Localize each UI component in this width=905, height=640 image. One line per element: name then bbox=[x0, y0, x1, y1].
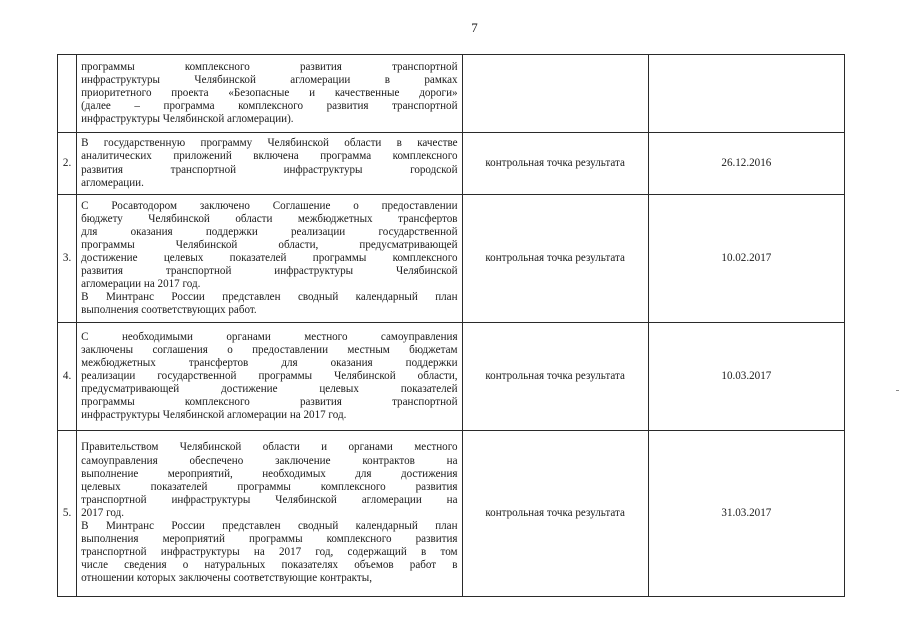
description-line: достижение целевых показателей программы комплексного bbox=[81, 251, 458, 264]
point-type bbox=[462, 55, 648, 133]
table-row bbox=[58, 55, 845, 133]
point-type: контрольная точка результата bbox=[462, 195, 648, 323]
control-points-table bbox=[57, 54, 845, 597]
row-number bbox=[58, 55, 77, 133]
description-line: С необходимыми органами местного самоуправления bbox=[81, 330, 458, 343]
description-line: программы комплексного развития транспортной bbox=[81, 60, 458, 73]
table-row bbox=[58, 133, 845, 195]
description-line: инфраструктуры Челябинской агломерации в рамках bbox=[81, 73, 458, 86]
description-line: агломерации на 2017 год. bbox=[81, 278, 201, 291]
description-line: отношении которых заключены соответствующие контракты, bbox=[81, 572, 372, 585]
description-line: выполнения соответствующих работ. bbox=[81, 304, 257, 317]
description-line: агломерации. bbox=[81, 176, 144, 189]
row-number: 2. bbox=[58, 133, 77, 195]
due-date: 31.03.2017 bbox=[648, 431, 844, 597]
description-line: программы комплексного развития транспортной bbox=[81, 396, 458, 409]
table-row bbox=[58, 195, 845, 323]
table-body bbox=[58, 55, 845, 597]
description-line: выполнения мероприятий программы комплексного развития bbox=[81, 533, 458, 546]
due-date bbox=[648, 55, 844, 133]
row-number: 3. bbox=[58, 195, 77, 323]
description-line: С Росавтодором заключено Соглашение о предоставлении bbox=[81, 199, 458, 212]
description-line: бюджету Челябинской области межбюджетных трансфертов bbox=[81, 212, 458, 225]
description-line: предусматривающей достижение целевых показателей bbox=[81, 383, 458, 396]
description-line: развития транспортной инфраструктуры Челябинской bbox=[81, 265, 458, 278]
description-line: инфраструктуры Челябинской агломерации). bbox=[81, 113, 294, 126]
description-line: реализации государственной программы Челябинской области, bbox=[81, 369, 458, 382]
page-number: 7 bbox=[471, 20, 478, 35]
description-line: транспортной инфраструктуры Челябинской агломерации на bbox=[81, 493, 458, 506]
description-line: В Минтранс России представлен сводный календарный план bbox=[81, 520, 458, 533]
description-line: аналитических приложений включена программа комплексного bbox=[81, 150, 458, 163]
event-description bbox=[77, 431, 462, 597]
description-line: развития транспортной инфраструктуры городской bbox=[81, 163, 458, 176]
description-line: целевых показателей программы комплексного развития bbox=[81, 480, 458, 493]
description-line: самоуправления обеспечено заключение контрактов на bbox=[81, 454, 458, 467]
due-date: 10.02.2017 bbox=[648, 195, 844, 323]
event-description bbox=[77, 323, 462, 431]
description-line: транспортной инфраструктуры на 2017 год, содержащий в том bbox=[81, 546, 458, 559]
description-line: числе сведения о натуральных показателях объемов работ в bbox=[81, 559, 458, 572]
description-line: заключены соглашения о предоставлении местным бюджетам bbox=[81, 343, 458, 356]
description-line: инфраструктуры Челябинской агломерации на 2017 год. bbox=[81, 409, 347, 422]
row-number: 4. bbox=[58, 323, 77, 431]
table-row bbox=[58, 323, 845, 431]
event-description bbox=[77, 133, 462, 195]
event-description bbox=[77, 195, 462, 323]
scan-artifact-mark bbox=[896, 390, 899, 391]
description-line: Правительством Челябинской области и органами местного bbox=[81, 441, 458, 454]
description-line: приоритетного проекта «Безопасные и качественные дороги» bbox=[81, 86, 458, 99]
point-type: контрольная точка результата bbox=[462, 323, 648, 431]
description-line: 2017 год. bbox=[81, 506, 124, 519]
description-line: для оказания поддержки реализации государственной bbox=[81, 225, 458, 238]
description-line: В Минтранс России представлен сводный календарный план bbox=[81, 291, 458, 304]
description-line: В государственную программу Челябинской области в качестве bbox=[81, 137, 458, 150]
due-date: 10.03.2017 bbox=[648, 323, 844, 431]
due-date: 26.12.2016 bbox=[648, 133, 844, 195]
event-description bbox=[77, 55, 462, 133]
description-line: программы Челябинской области, предусматривающей bbox=[81, 238, 458, 251]
description-line: выполнение мероприятий, необходимых для достижения bbox=[81, 467, 458, 480]
point-type: контрольная точка результата bbox=[462, 431, 648, 597]
point-type: контрольная точка результата bbox=[462, 133, 648, 195]
table-row bbox=[58, 431, 845, 597]
description-line: (далее – программа комплексного развития транспортной bbox=[81, 100, 458, 113]
description-line: межбюджетных трансфертов для оказания поддержки bbox=[81, 356, 458, 369]
row-number: 5. bbox=[58, 431, 77, 597]
